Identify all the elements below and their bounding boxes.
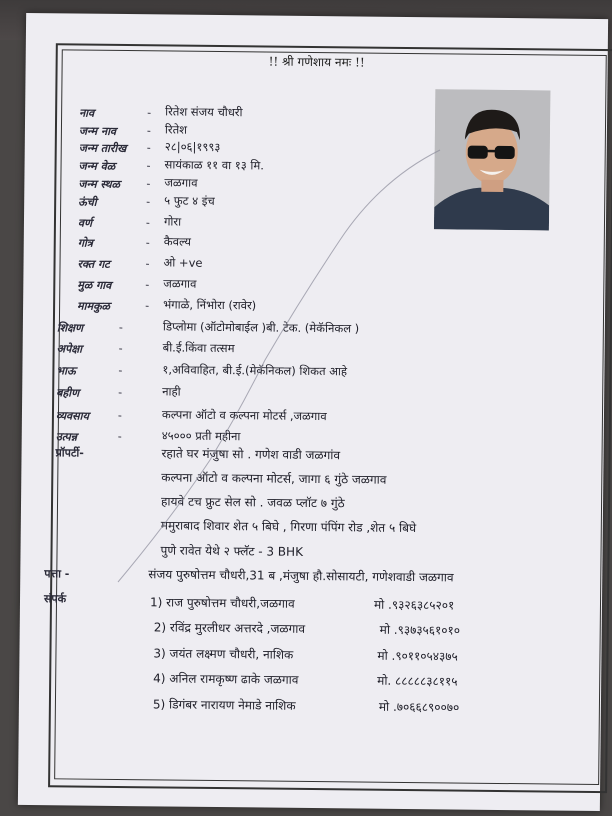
field-value: ४५००० प्रती महीना xyxy=(161,428,241,444)
field-value: ५ फुट ४ इंच xyxy=(164,193,215,208)
field-label: भाऊ xyxy=(56,364,76,378)
field-value: रितेश xyxy=(164,122,188,137)
field-separator: - xyxy=(118,341,123,356)
property-line: रहाते घर मंजुषा सो . गणेश वाडी जळगांव xyxy=(161,446,341,463)
field-separator: - xyxy=(145,216,151,230)
field-value: गोरा xyxy=(163,214,182,229)
page-header: !! श्री गणेशाय नमः !! xyxy=(268,54,365,70)
field-separator: - xyxy=(146,195,151,209)
field-label: मुळ गाव xyxy=(77,278,112,292)
field-separator: - xyxy=(118,320,123,335)
field-separator: - xyxy=(146,124,151,138)
property-line: हायवे टच फ्रुट सेल सो . जवळ प्लॉट ७ गुंठे xyxy=(160,494,345,511)
address-label: पत्ता - xyxy=(44,567,70,581)
field-separator: - xyxy=(147,106,152,120)
field-value: जळगाव xyxy=(163,276,197,291)
field-label: अपेक्षा xyxy=(56,342,83,356)
field-label: रक्त गट xyxy=(77,257,110,271)
field-value: बी.ई.किंवा तत्सम xyxy=(162,340,235,356)
field-label: व्यवसाय xyxy=(55,409,89,423)
contact-name: 1) राज पुरुषोत्तम चौधरी,जळगाव xyxy=(149,595,295,611)
field-separator: - xyxy=(118,363,123,378)
field-separator: - xyxy=(146,159,151,173)
field-value: ओ +ve xyxy=(163,255,203,270)
contact-phone: मो .७०६६८९००७० xyxy=(378,699,460,715)
field-separator: - xyxy=(117,429,122,443)
field-label: उत्पन्न xyxy=(55,430,77,444)
field-value: सायंकाळ ११ वा १३ मि. xyxy=(164,157,265,173)
address-value: संजय पुरुषोत्तम चौधरी,31 ब ,मंजुषा हौ.सोसायटी, गणेशवाडी जळगाव xyxy=(148,567,454,585)
field-label: जन्म तारीख xyxy=(78,141,127,156)
property-line: ममुराबाद शिवार शेत ५ बिघे , गिरणा पंपिंग रोड ,शेत ५ बिघे xyxy=(160,518,417,536)
field-separator: - xyxy=(146,177,151,191)
field-value: कल्पना ऑटो व कल्पना मोटर्स ,जळगाव xyxy=(161,407,327,424)
field-value: कैवल्य xyxy=(163,234,192,249)
field-separator: - xyxy=(145,299,150,313)
field-value: रितेश संजय चौधरी xyxy=(165,104,243,120)
field-label: वर्ण xyxy=(77,216,93,230)
field-separator: - xyxy=(145,278,150,292)
field-separator: - xyxy=(118,385,123,400)
contact-phone: मो. ८८८८८३८११५ xyxy=(377,673,458,689)
property-line: पुणे रावेत येथे २ फ्लॅट - 3 BHK xyxy=(160,543,304,559)
field-value: भंगाळे, निंभोरा (रावेर) xyxy=(163,297,257,313)
contact-name: 5) डिगंबर नारायण नेमाडे नाशिक xyxy=(152,697,296,713)
field-label: जन्म नाव xyxy=(78,124,117,138)
field-label: शिक्षण xyxy=(56,321,84,335)
contact-name: 3) जयंत लक्ष्मण चौधरी, नाशिक xyxy=(153,646,294,662)
field-value: १,अविवाहित, बी.ई.(मेकॅनिकल) शिकत आहे xyxy=(162,362,348,379)
property-line: कल्पना ऑटो व कल्पना मोटर्स, जागा ६ गुंठे जळगाव xyxy=(161,470,387,487)
field-separator: - xyxy=(145,236,150,250)
contacts-label: संपर्क xyxy=(43,592,67,606)
field-label: जन्म वेळ xyxy=(78,159,116,173)
field-separator: - xyxy=(146,141,151,155)
field-value: २८|०६|१९९३ xyxy=(164,139,221,155)
contact-phone: मो .९०११०५४३७५ xyxy=(377,648,458,664)
field-label: जन्म स्थळ xyxy=(78,177,120,191)
contact-phone: मो .९३२६३८५२०१ xyxy=(373,597,455,613)
contact-name: 2) रविंद्र मुरलीधर अत्तरदे ,जळगाव xyxy=(153,620,306,636)
contact-name: 4) अनिल रामकृष्ण ढाके जळगाव xyxy=(153,671,299,687)
field-label: गोत्र xyxy=(77,236,93,250)
field-label: नाव xyxy=(79,106,95,120)
field-separator: - xyxy=(145,257,150,271)
field-value: डिप्लोमा (ऑटोमोबाईल )बी. टेक. (मेकॅनिकल ) xyxy=(162,319,360,336)
contact-phone: मो .९३७३५६१०१० xyxy=(379,622,461,638)
property-label: प्रॉपर्टी- xyxy=(55,446,84,460)
field-label: ऊंची xyxy=(78,195,97,209)
field-label: मामकुळ xyxy=(77,299,110,313)
field-value: नाही xyxy=(162,384,181,399)
field-label: बहीण xyxy=(56,386,80,400)
field-separator: - xyxy=(117,408,123,422)
biodata-sheet xyxy=(18,13,608,811)
field-value: जळगाव xyxy=(164,175,198,190)
